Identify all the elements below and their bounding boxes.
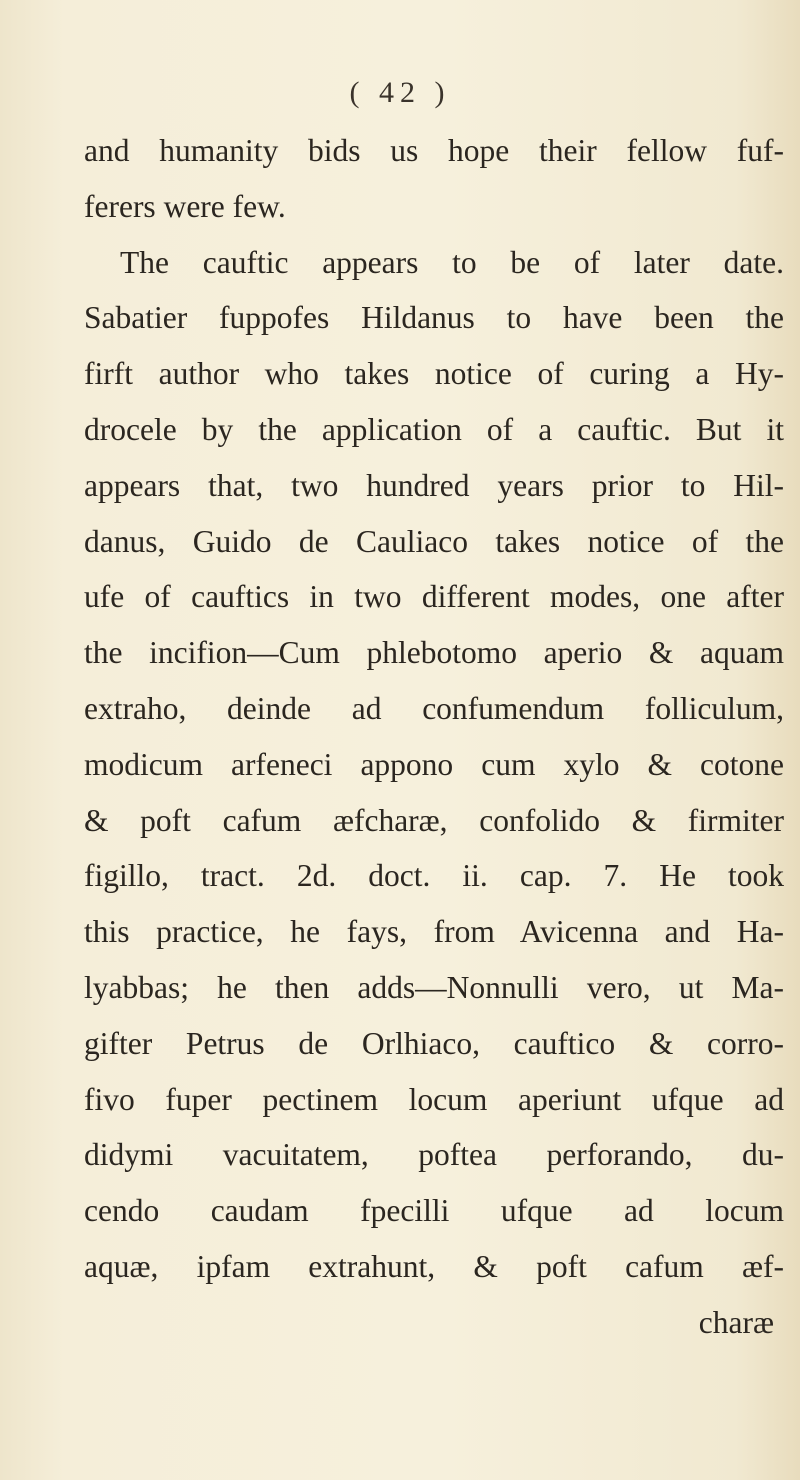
- text-line: aquæ, ipfam extrahunt, & poft cafum æf-: [84, 1248, 784, 1284]
- text-line: figillo, tract. 2d. doct. ii. cap. 7. He took: [84, 858, 784, 894]
- text-line: cendo caudam fpecilli ufque ad locum: [84, 1193, 784, 1229]
- text-line: didymi vacuitatem, poftea perforando, du-: [84, 1137, 784, 1173]
- text-line: and humanity bids us hope their fellow fuf-: [84, 133, 784, 168]
- page-number: ( 42 ): [349, 76, 451, 109]
- text-line: danus, Guido de Cauliaco takes notice of the: [84, 523, 784, 559]
- text-line: modicum arfeneci appono cum xylo & cotone: [84, 746, 784, 782]
- text-line: the incifion—Cum phlebotomo aperio & aquam: [84, 635, 784, 671]
- text-line: ferers were few.: [84, 188, 286, 224]
- text-line: fivo fuper pectinem locum aperiunt ufque ad: [84, 1081, 784, 1117]
- text-line: drocele by the application of a cauftic. But it: [84, 411, 784, 447]
- text-line: The cauftic appears to be of later date.: [120, 244, 784, 280]
- text-line: extraho, deinde ad confumendum folliculum,: [84, 690, 784, 726]
- text-line: this practice, he fays, from Avicenna and Ha-: [84, 914, 784, 950]
- body-text: [84, 123, 784, 1351]
- text-line: ufe of cauftics in two different modes, one after: [84, 579, 784, 615]
- text-line: appears that, two hundred years prior to Hil-: [84, 467, 784, 503]
- text-line: lyabbas; he then adds—Nonnulli vero, ut Ma-: [84, 969, 784, 1005]
- text-line: firft author who takes notice of curing a Hy-: [84, 356, 784, 392]
- text-line: Sabatier fuppofes Hildanus to have been the: [84, 300, 784, 336]
- text-line: gifter Petrus de Orlhiaco, cauftico & corro-: [84, 1025, 784, 1061]
- text-line: & poft cafum æfcharæ, confolido & firmiter: [84, 802, 784, 838]
- catchword: charæ: [698, 1304, 774, 1340]
